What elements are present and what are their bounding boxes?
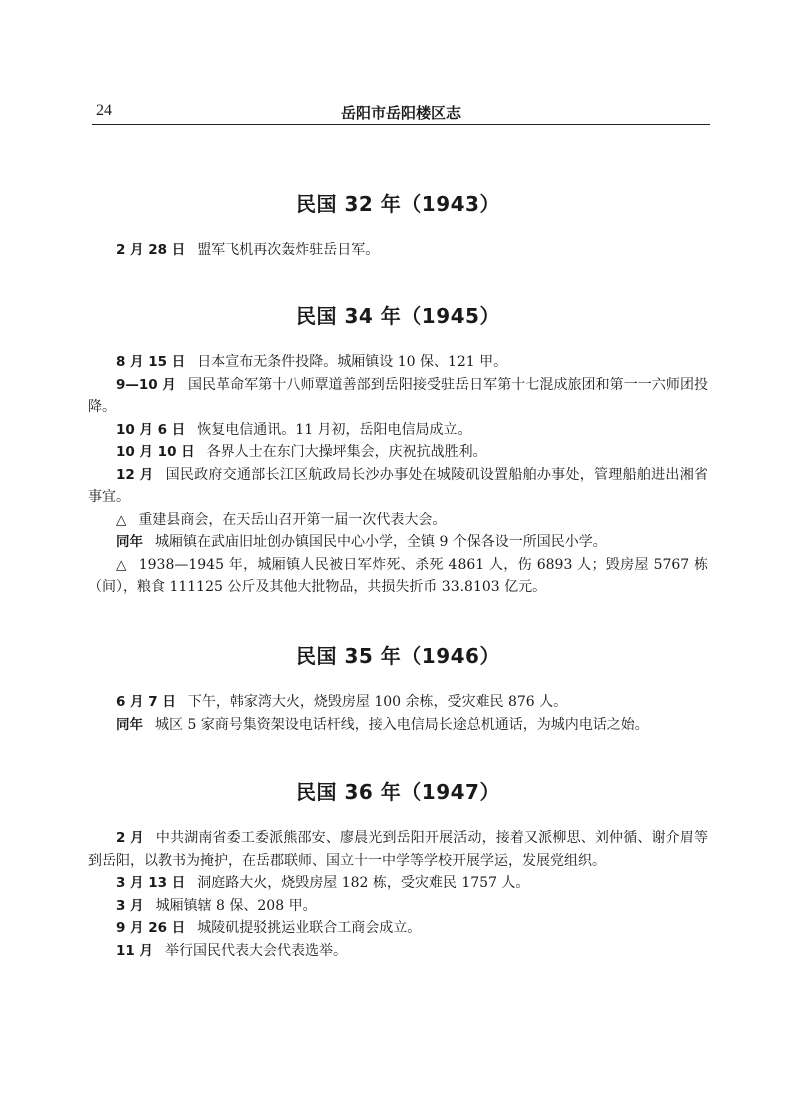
entry-text: 城厢镇辖 8 保、208 甲。 <box>155 897 317 914</box>
entry-text: 中共湖南省委工委派熊邵安、廖晨光到岳阳开展活动，接着又派柳思、刘仲循、谢介眉等到岳阳，以教书为掩护，在岳郡联师、国立十一中学等学校开展学运，发展党组织。 <box>88 830 709 869</box>
chronicle-entry <box>88 509 708 532</box>
year-section-1943 <box>88 188 708 262</box>
page-number: 24 <box>96 102 112 119</box>
chronicle-entry <box>88 374 708 419</box>
chronicle-entry <box>88 917 708 940</box>
entry-date: 3 月 13 日 <box>116 875 186 891</box>
chronicle-entry <box>88 940 708 963</box>
entry-date: 2 月 <box>116 830 144 846</box>
entry-date: 8 月 15 日 <box>116 354 186 370</box>
year-heading: 民国 35 年（1946） <box>296 644 500 668</box>
year-heading: 民国 32 年（1943） <box>296 192 500 216</box>
chronicle-entry <box>88 419 708 442</box>
year-section-1945 <box>88 300 708 599</box>
year-section-1946 <box>88 640 708 736</box>
entry-date: 10 月 10 日 <box>116 444 195 460</box>
entry-date: 9 月 26 日 <box>116 920 186 936</box>
chronicle-entry <box>88 554 708 599</box>
entry-text: 各界人士在东门大操坪集会，庆祝抗战胜利。 <box>206 444 487 460</box>
year-heading: 民国 36 年（1947） <box>296 780 500 804</box>
entry-date: 6 月 7 日 <box>116 694 176 710</box>
entry-date: △ <box>116 556 127 573</box>
chronicle-entry <box>88 872 708 895</box>
year-section-1947 <box>88 776 708 962</box>
entry-text: 举行国民代表大会代表选举。 <box>165 942 347 959</box>
entry-date: 2 月 28 日 <box>116 242 186 258</box>
chronicle-entry <box>88 441 708 464</box>
entry-text: 下午，韩家湾大火，烧毁房屋 100 余栋，受灾难民 876 人。 <box>187 694 568 710</box>
entry-date: 同年 <box>116 716 143 733</box>
page-header <box>92 98 710 125</box>
entry-text: 重建县商会，在天岳山召开第一届一次代表大会。 <box>138 511 447 528</box>
entry-date: 10 月 6 日 <box>116 421 186 438</box>
entry-date: 9—10 月 <box>116 376 176 393</box>
entry-text: 国民革命军第十八师覃道善部到岳阳接受驻岳日军第十七混成旅团和第一一六师团投降。 <box>88 376 708 415</box>
entry-text: 盟军飞机再次轰炸驻岳日军。 <box>197 242 380 258</box>
chronicle-entry <box>88 351 708 374</box>
entry-text: 城厢镇在武庙旧址创办镇国民中心小学，全镇 9 个保各设一所国民小学。 <box>155 534 607 550</box>
chronicle-entry <box>88 531 708 554</box>
entry-date: 11 月 <box>116 942 153 959</box>
entry-text: 恢复电信通讯。11 月初，岳阳电信局成立。 <box>197 421 472 438</box>
entry-date: 同年 <box>116 534 143 550</box>
chronicle-entry <box>88 714 708 737</box>
chronicle-entry <box>88 239 708 262</box>
entry-date: 12 月 <box>116 466 154 483</box>
chronicle-entry <box>88 691 708 714</box>
book-title: 岳阳市岳阳楼区志 <box>340 104 461 122</box>
entry-date: 3 月 <box>116 897 144 914</box>
entry-text: 城陵矶提驳挑运业联合工商会成立。 <box>197 920 422 936</box>
entry-date: △ <box>116 511 127 528</box>
year-heading: 民国 34 年（1945） <box>296 304 500 328</box>
chronicle-entry <box>88 464 708 509</box>
chronicle-entry <box>88 827 708 872</box>
chronicle-entry <box>88 895 708 918</box>
entry-text: 国民政府交通部长江区航政局长沙办事处在城陵矶设置船舶办事处，管理船舶进出湘省事宜。 <box>88 466 708 505</box>
entry-text: 洞庭路大火，烧毁房屋 182 栋，受灾难民 1757 人。 <box>197 875 530 891</box>
entry-text: 1938—1945 年，城厢镇人民被日军炸死、杀死 4861 人，伤 6893 人；毁房屋 5767 栋（间），粮食 111125 公斤及其他大批物品，共损失折币 33.8103 亿元。 <box>88 556 708 595</box>
entry-text: 日本宣布无条件投降。城厢镇设 10 保、121 甲。 <box>197 354 508 370</box>
entry-text: 城区 5 家商号集资架设电话杆线，接入电信局长途总机通话，为城内电话之始。 <box>155 716 649 733</box>
